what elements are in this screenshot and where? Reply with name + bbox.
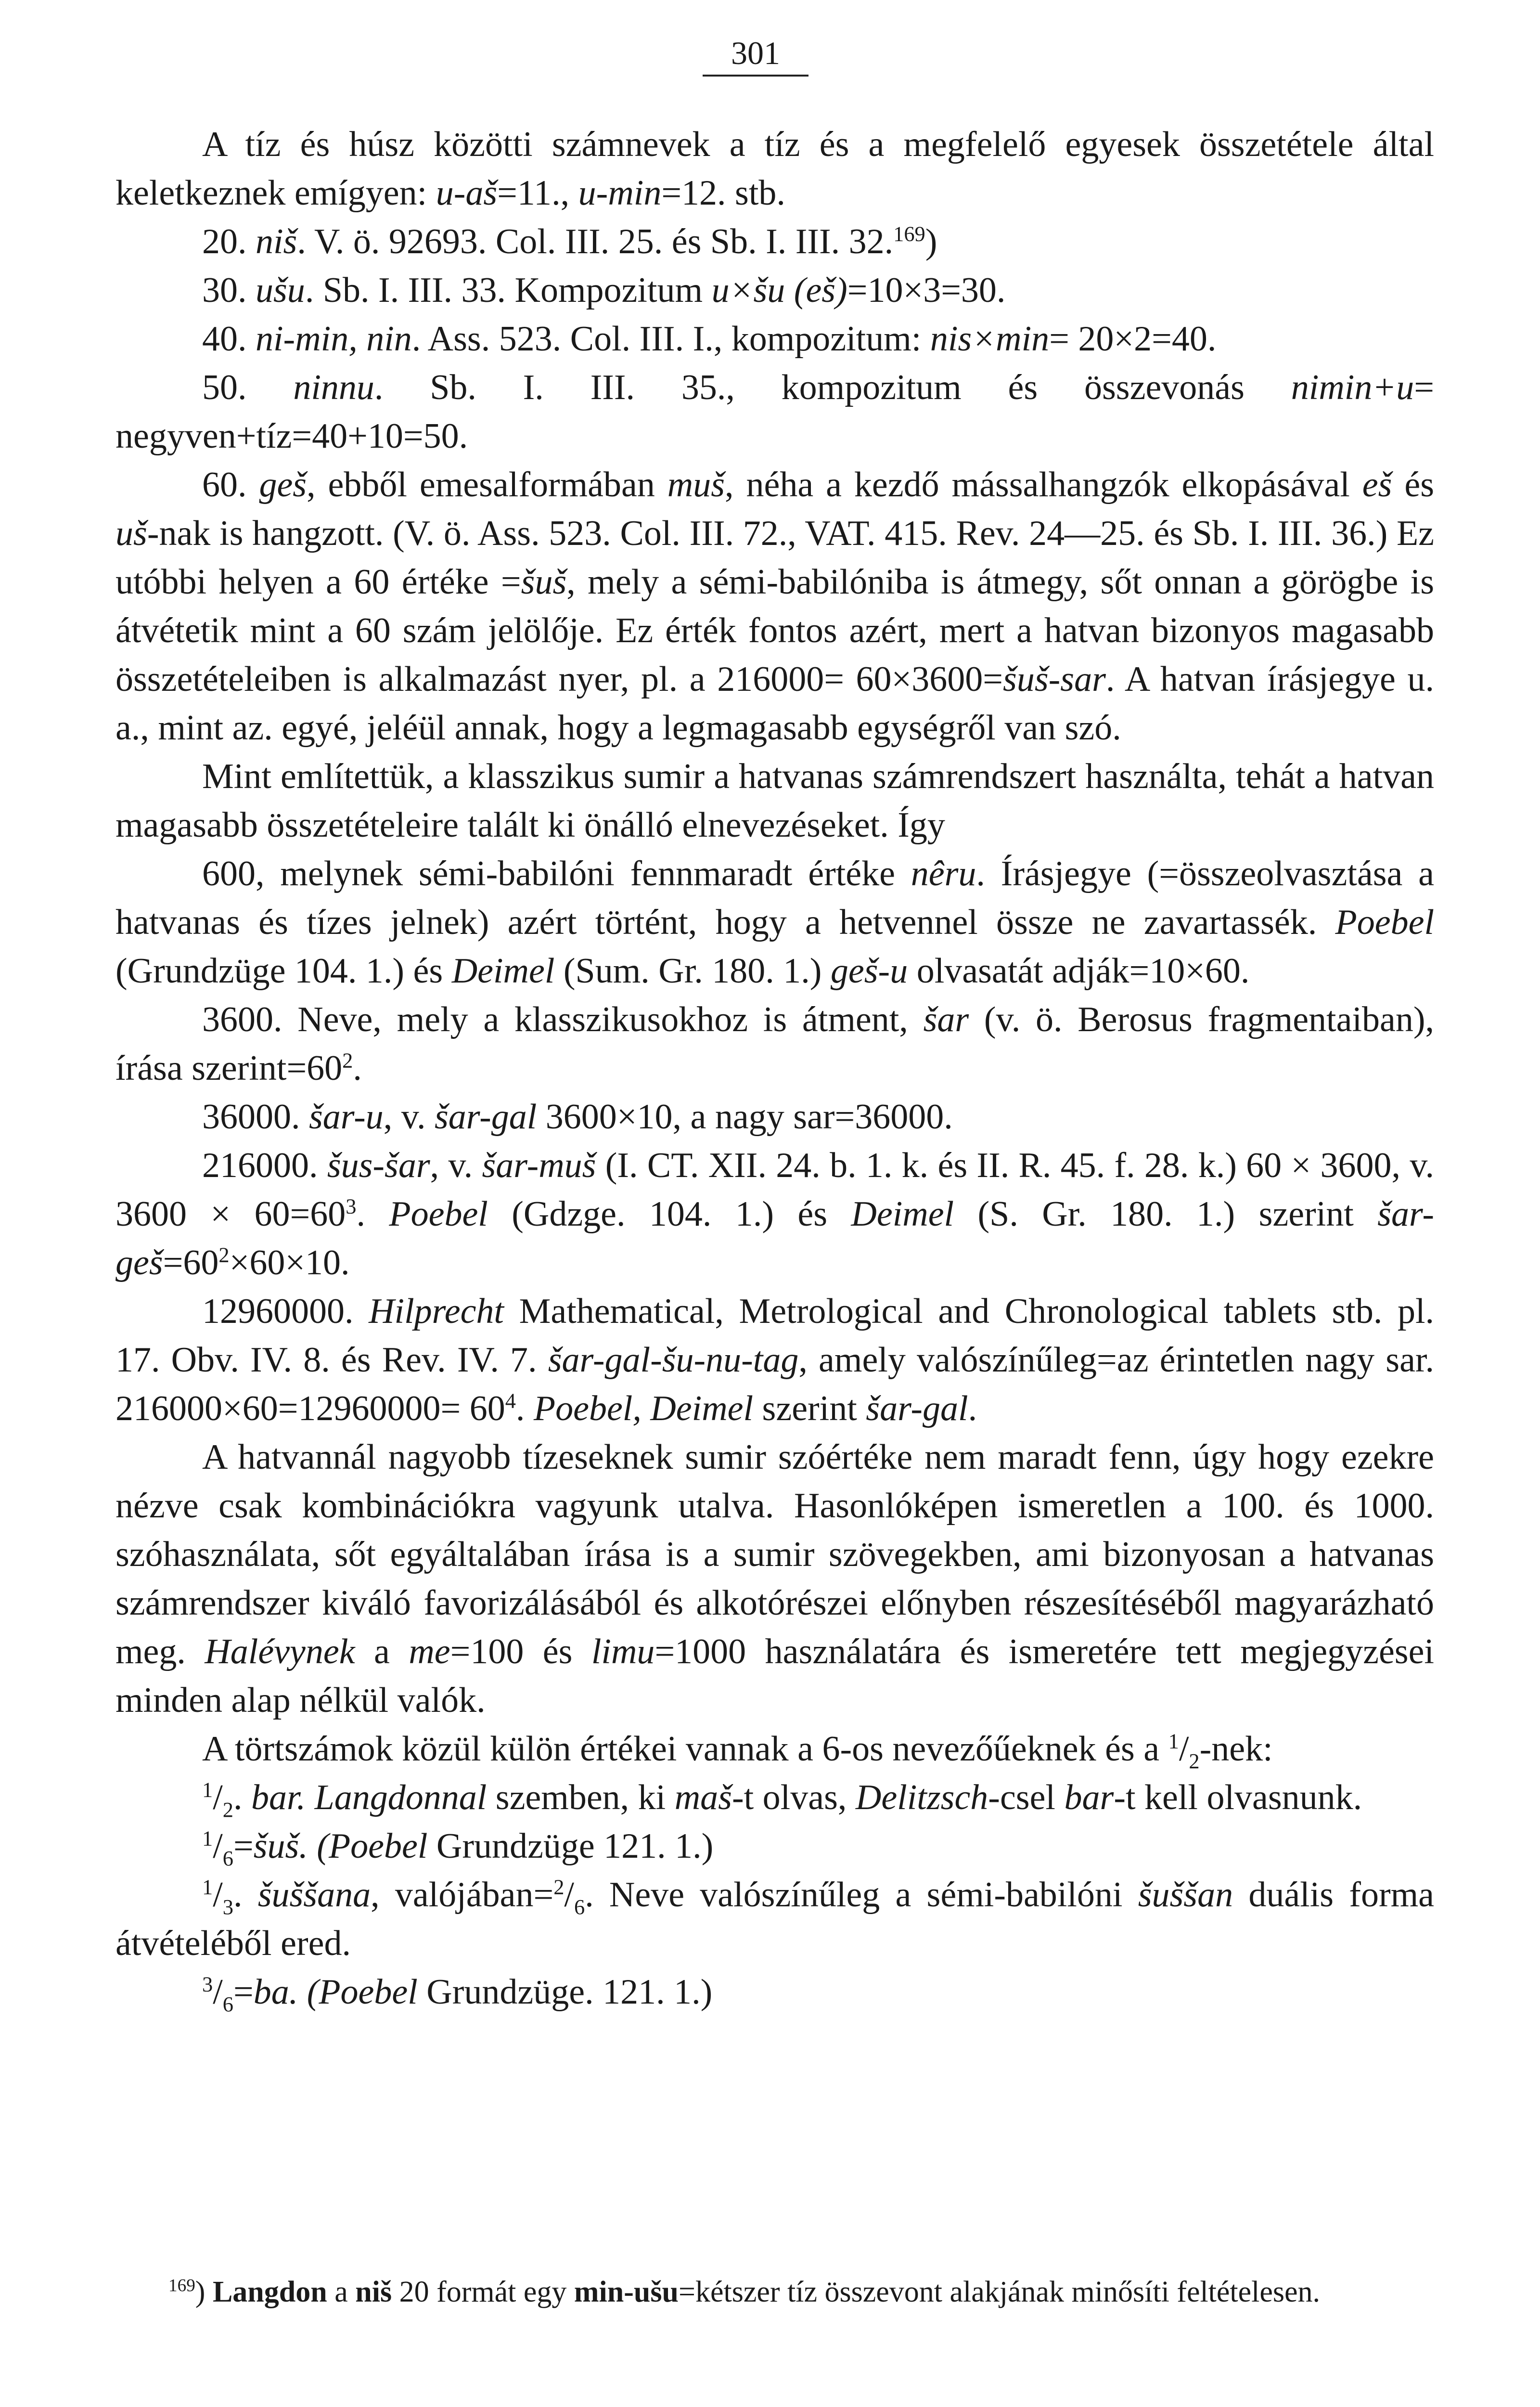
- paragraph-tens: A hatvannál nagyobb tízeseknek sumir szóértéke nem maradt fenn, úgy hogy ezekre nézve csak kombinációkra vagyunk utalva. Hasonlóképen ismeretlen a 100. és 1000. szóhasználata, sőt egyáltalában írása is a sumir szövegekben, ami bizonyosan a hatvanas számrendszer kiváló favorizálásából és alkotórészei előnyben részesítéséből magyarázható meg. Halévynek a me=100 és limu=1000 használatára és ismeretére tett megjegyzései minden alap nélkül valók.: [116, 1437, 1434, 1720]
- paragraph-40: 40. ni-min, nin. Ass. 523. Col. III. I., kompozitum: nis×min= 20×2=40.: [202, 319, 1217, 359]
- page-number-rule: [703, 75, 808, 77]
- subscript: 6: [574, 1894, 585, 1919]
- bold-term: niš: [355, 2276, 392, 2308]
- superscript: 169: [168, 2276, 195, 2296]
- subscript: 2: [1189, 1748, 1200, 1773]
- italic-term: Delitzsch: [855, 1778, 988, 1817]
- italic-term: šar-muš: [482, 1146, 596, 1185]
- italic-term: šus-šar: [327, 1146, 430, 1185]
- superscript: 2: [553, 1875, 565, 1899]
- italic-term: u-aš: [436, 173, 498, 213]
- superscript: 4: [505, 1388, 516, 1413]
- italic-term: Poebel: [1335, 903, 1434, 942]
- page-number: 301: [731, 35, 780, 71]
- italic-term: šuš-sar: [1003, 660, 1106, 699]
- bold-term: Langdon: [212, 2276, 327, 2308]
- subscript: 6: [222, 1992, 233, 2016]
- paragraph-intro: A tíz és húsz közötti számnevek a tíz és a megfelelő egyesek összetétele által keletkeznek emígyen: u-aš=11., u-min=12. stb.: [116, 125, 1434, 213]
- superscript: 169: [893, 221, 925, 246]
- superscript: 3: [346, 1194, 357, 1218]
- italic-term: eš: [1362, 465, 1392, 505]
- paragraph-classical: Mint említettük, a klasszikus sumir a hatvanas számrendszert használta, tehát a hatvan magasabb összetételeire talált ki önálló elnevezéseket. Így: [116, 757, 1434, 845]
- italic-term: šar-gal: [866, 1389, 968, 1428]
- superscript: 1: [202, 1826, 213, 1851]
- italic-term: bar: [1064, 1778, 1114, 1817]
- italic-term: Halévynek: [205, 1632, 355, 1671]
- italic-term: geš: [259, 465, 307, 505]
- superscript: 2: [218, 1242, 230, 1267]
- paragraph-sixth: $^1/_6=šuš$. (Poebel Grundzüge 121. 1.): [202, 1826, 714, 1870]
- superscript: 1: [202, 1777, 213, 1802]
- italic-term: Deimel: [451, 951, 555, 991]
- italic-term: šuš. (Poebel: [253, 1826, 428, 1866]
- italic-term: šuššana: [257, 1875, 371, 1915]
- superscript: 3: [202, 1972, 213, 1996]
- paragraph-three-sixths: $^3/_6=ba$. (Poebel Grundzüge. 121. 1.): [202, 1972, 713, 2016]
- paragraph-50: 50. ninnu. Sb. I. III. 35., kompozitum és összevonás nimin+u= negyven+tíz=40+10=50.: [116, 368, 1434, 456]
- italic-term: me: [409, 1632, 450, 1671]
- italic-term: ušu: [256, 271, 305, 310]
- italic-term: bar. Langdonnal: [251, 1778, 487, 1817]
- italic-term: maš: [674, 1778, 732, 1817]
- paragraph-half: $^1/_2$. bar. Langdonnal szemben, ki maš-t olvas, Delitzsch-csel bar-t kell olvasnunk.: [202, 1777, 1362, 1822]
- paragraph-third: $^1/_3$. šuššana, $valójában=^2/_6$. Neve valószínűleg a sémi-babilóni šuššan duális forma átvételéből ered.: [116, 1875, 1435, 1963]
- italic-term: šar-gal: [434, 1097, 537, 1137]
- superscript: 2: [342, 1048, 353, 1073]
- bold-term: min-ušu: [574, 2276, 679, 2308]
- paragraph-36000: 36000. šar-u, v. šar-gal 3600×10, a nagy sar=36000.: [202, 1097, 953, 1137]
- paragraph-60: 60. geš, ebből emesalformában muš, néha a kezdő mássalhangzók elkopásával eš és uš-nak is hangzott. (V. ö. Ass. 523. Col. III. 72., VAT. 415. Rev. 24—25. és Sb. I. III. 36.) Ez utóbbi helyen a 60 értéke =šuš, mely a sémi-babilóniba is átmegy, sőt onnan a görögbe is átvétetik mint a 60 szám jelölője. Ez érték fontos azért, mert a hatvan bizonyos magasabb összetételeiben is alkalmazást nyer, pl. a 216000= 60×3600=šuš-sar. A hatvan írásjegye u. a., mint az. egyé, jeléül annak, hogy a legmagasabb egységről van szó.: [116, 465, 1434, 748]
- italic-term: šar: [923, 1000, 969, 1039]
- italic-term: u-min: [578, 173, 662, 213]
- italic-term: šar-geš: [116, 1194, 1434, 1282]
- italic-term: nimin+u: [1291, 368, 1414, 407]
- italic-term: Poebel: [389, 1194, 488, 1234]
- paragraph-30: 30. ušu. Sb. I. III. 33. Kompozitum u×šu (eš)=10×3=30.: [202, 271, 1006, 310]
- italic-term: u×šu (eš): [711, 271, 847, 310]
- italic-term: ninnu: [293, 368, 374, 407]
- paragraph-3600: 3600. Neve, mely a klasszikusokhoz is átment, šar (v. ö. Berosus fragmentaiban), írása $szerint=60^2$.: [116, 1000, 1434, 1088]
- italic-term: šuššan: [1138, 1875, 1233, 1915]
- italic-term: šuš: [521, 562, 567, 602]
- footnote: [116, 2272, 1434, 2312]
- italic-term: šar-gal-šu-nu-tag: [548, 1340, 799, 1380]
- italic-term: limu: [591, 1632, 655, 1671]
- paragraph-12960000: 12960000. Hilprecht Mathematical, Metrological and Chronological tablets stb. pl. 17. Obv. IV. 8. és Rev. IV. 7. šar-gal-šu-nu-tag, amely valószínűleg=az érintetlen nagy sar. $216000\times 60=12960000= 60^4$. Poebel, Deimel szerint šar-gal.: [116, 1292, 1435, 1428]
- paragraph-216000: 216000. šus-šar, v. šar-muš (I. CT. XII. 24. b. 1. k. és II. R. 45. f. 28. k.) 60 × 3600, v. $3600 \times 60=60^3$. Poebel (Gdzge. 104. 1.) és Deimel (S. Gr. 180. 1.) szerint šar-$geš=60^2\times 60\times 10$.: [116, 1146, 1435, 1282]
- italic-term: geš-u: [830, 951, 908, 991]
- body-text: [116, 120, 1434, 2017]
- italic-term: ni-min, nin: [256, 319, 412, 359]
- italic-term: niš: [256, 222, 297, 261]
- paragraph-20: 20. niš. V. ö. 92693. Col. III. 25. és Sb. I. III. 32.$^{169}$): [202, 221, 937, 261]
- subscript: 2: [222, 1797, 233, 1822]
- superscript: 1: [202, 1875, 213, 1899]
- italic-term: nêru: [911, 854, 976, 893]
- footnote-169: $^{169}$) Langdon a niš 20 formát egy min-ušu=kétszer tíz összevont alakjának minősíti feltételesen.: [168, 2276, 1321, 2308]
- italic-term: ba. (Poebel: [253, 1972, 418, 2012]
- italic-term: uš: [116, 514, 147, 553]
- subscript: 6: [222, 1846, 233, 1870]
- italic-term: muš: [667, 465, 725, 505]
- subscript: 3: [222, 1894, 233, 1919]
- italic-term: Deimel: [851, 1194, 954, 1234]
- superscript: 1: [1168, 1729, 1179, 1753]
- paragraph-600: 600, melynek sémi-babilóni fennmaradt értéke nêru. Írásjegye (=összeolvasztása a hatvanas és tízes jelnek) azért történt, hogy a hetvennel össze ne zavartassék. Poebel (Grundzüge 104. 1.) és Deimel (Sum. Gr. 180. 1.) geš-u olvasatát adják=10×60.: [116, 854, 1434, 991]
- italic-term: šar-u: [309, 1097, 384, 1137]
- italic-term: nis×min: [930, 319, 1050, 359]
- italic-term: Hilprecht: [369, 1292, 504, 1331]
- paragraph-fractions: A törtszámok közül külön értékei vannak a 6-os nevezőűeknek és a $^1/_2$-nek:: [202, 1729, 1273, 1773]
- italic-term: Poebel, Deimel: [533, 1389, 754, 1428]
